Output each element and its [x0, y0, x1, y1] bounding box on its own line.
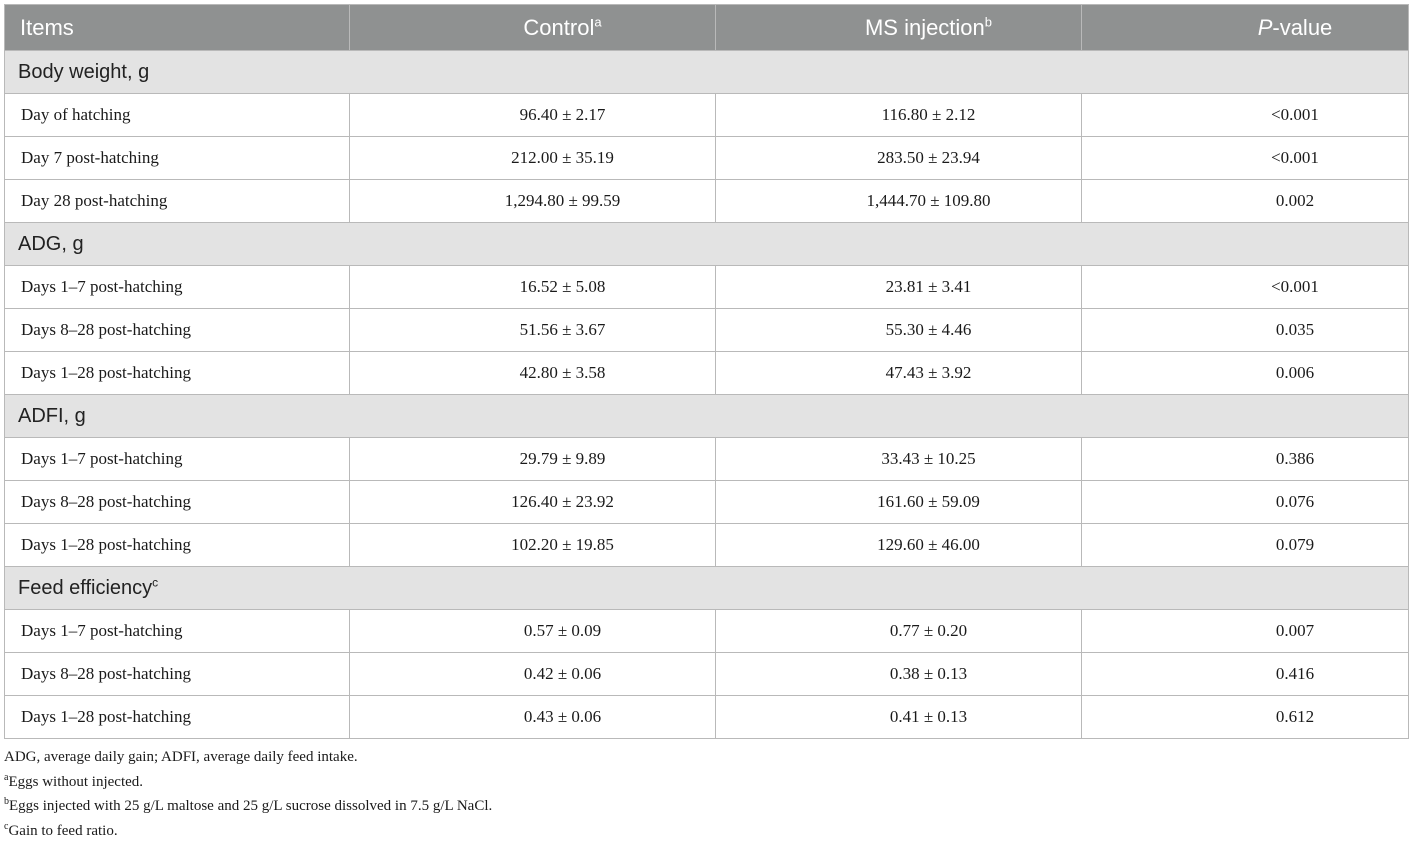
section-row — [5, 51, 1409, 94]
cell-ms-injection: 129.60 ± 46.00 — [716, 524, 1082, 567]
footnote — [4, 770, 1404, 795]
section-title: ADFI, g — [18, 405, 86, 427]
cell-p-value: 0.007 — [1082, 610, 1409, 653]
section-title-cell — [5, 51, 1409, 94]
cell-p-value: 0.035 — [1082, 309, 1409, 352]
cell-p-value: 0.416 — [1082, 653, 1409, 696]
table-row — [5, 94, 1409, 137]
cell-item: Days 1–7 post-hatching — [5, 610, 350, 653]
cell-control: 0.57 ± 0.09 — [350, 610, 716, 653]
header-control-label: Control — [523, 15, 594, 40]
footnote-text: ADG, average daily gain; ADFI, average daily feed intake. — [4, 749, 358, 765]
cell-ms-injection: 161.60 ± 59.09 — [716, 481, 1082, 524]
table-row — [5, 352, 1409, 395]
footnote — [4, 745, 1404, 770]
footnote-marker: c — [4, 821, 8, 832]
cell-item: Days 8–28 post-hatching — [5, 309, 350, 352]
header-p-value — [1082, 5, 1409, 51]
footnote-text: Gain to feed ratio. — [8, 823, 117, 839]
cell-p-value: <0.001 — [1082, 266, 1409, 309]
cell-p-value: 0.079 — [1082, 524, 1409, 567]
header-items — [5, 5, 350, 51]
cell-control: 16.52 ± 5.08 — [350, 266, 716, 309]
cell-item: Day 7 post-hatching — [5, 137, 350, 180]
cell-p-value: <0.001 — [1082, 94, 1409, 137]
header-row — [5, 5, 1409, 51]
cell-item: Days 1–7 post-hatching — [5, 438, 350, 481]
cell-item: Days 8–28 post-hatching — [5, 653, 350, 696]
cell-p-value: 0.386 — [1082, 438, 1409, 481]
header-ms-label: MS injection — [865, 15, 985, 40]
footnote-marker: a — [4, 772, 8, 783]
cell-ms-injection: 0.77 ± 0.20 — [716, 610, 1082, 653]
header-control — [350, 5, 716, 51]
section-title-cell — [5, 223, 1409, 266]
cell-item: Days 1–28 post-hatching — [5, 352, 350, 395]
cell-p-value: 0.006 — [1082, 352, 1409, 395]
cell-ms-injection: 0.38 ± 0.13 — [716, 653, 1082, 696]
table-row — [5, 524, 1409, 567]
cell-item: Days 1–28 post-hatching — [5, 696, 350, 739]
cell-item: Day 28 post-hatching — [5, 180, 350, 223]
footnote-text: Eggs without injected. — [8, 774, 143, 790]
table-row — [5, 137, 1409, 180]
cell-control: 29.79 ± 9.89 — [350, 438, 716, 481]
table-row — [5, 309, 1409, 352]
cell-p-value: 0.002 — [1082, 180, 1409, 223]
cell-control: 96.40 ± 2.17 — [350, 94, 716, 137]
cell-control: 0.42 ± 0.06 — [350, 653, 716, 696]
footnote-marker: b — [4, 796, 9, 807]
header-control-sup: a — [594, 14, 601, 29]
cell-control: 126.40 ± 23.92 — [350, 481, 716, 524]
section-title: Feed efficiency — [18, 577, 152, 599]
cell-p-value: <0.001 — [1082, 137, 1409, 180]
table-row — [5, 696, 1409, 739]
data-table — [4, 4, 1409, 739]
section-title-cell — [5, 567, 1409, 610]
section-row — [5, 567, 1409, 610]
cell-item: Days 1–28 post-hatching — [5, 524, 350, 567]
table-row — [5, 266, 1409, 309]
cell-item: Days 8–28 post-hatching — [5, 481, 350, 524]
footnote — [4, 794, 1404, 819]
table-row — [5, 438, 1409, 481]
section-title-cell — [5, 395, 1409, 438]
header-ms-sup: b — [985, 14, 992, 29]
cell-ms-injection: 23.81 ± 3.41 — [716, 266, 1082, 309]
cell-item: Days 1–7 post-hatching — [5, 266, 350, 309]
cell-ms-injection: 55.30 ± 4.46 — [716, 309, 1082, 352]
header-ms-injection — [716, 5, 1082, 51]
header-p-italic: P — [1258, 15, 1273, 40]
cell-ms-injection: 116.80 ± 2.12 — [716, 94, 1082, 137]
cell-p-value: 0.076 — [1082, 481, 1409, 524]
cell-control: 0.43 ± 0.06 — [350, 696, 716, 739]
cell-item: Day of hatching — [5, 94, 350, 137]
table-header — [5, 5, 1409, 51]
cell-control: 102.20 ± 19.85 — [350, 524, 716, 567]
footnote — [4, 819, 1404, 843]
section-title-sup: c — [152, 575, 158, 589]
table-row — [5, 481, 1409, 524]
cell-control: 51.56 ± 3.67 — [350, 309, 716, 352]
cell-ms-injection: 283.50 ± 23.94 — [716, 137, 1082, 180]
cell-ms-injection: 0.41 ± 0.13 — [716, 696, 1082, 739]
header-p-rest: -value — [1272, 15, 1332, 40]
table-row — [5, 610, 1409, 653]
footnotes — [4, 745, 1404, 843]
cell-control: 1,294.80 ± 99.59 — [350, 180, 716, 223]
footnote-text: Eggs injected with 25 g/L maltose and 25 g/L sucrose dissolved in 7.5 g/L NaCl. — [9, 798, 492, 814]
cell-ms-injection: 33.43 ± 10.25 — [716, 438, 1082, 481]
cell-control: 42.80 ± 3.58 — [350, 352, 716, 395]
cell-p-value: 0.612 — [1082, 696, 1409, 739]
table-body — [5, 51, 1409, 739]
cell-ms-injection: 1,444.70 ± 109.80 — [716, 180, 1082, 223]
table-row — [5, 180, 1409, 223]
header-items-label: Items — [20, 15, 74, 40]
section-title: Body weight, g — [18, 61, 149, 83]
section-title: ADG, g — [18, 233, 84, 255]
cell-ms-injection: 47.43 ± 3.92 — [716, 352, 1082, 395]
table-row — [5, 653, 1409, 696]
section-row — [5, 223, 1409, 266]
cell-control: 212.00 ± 35.19 — [350, 137, 716, 180]
section-row — [5, 395, 1409, 438]
